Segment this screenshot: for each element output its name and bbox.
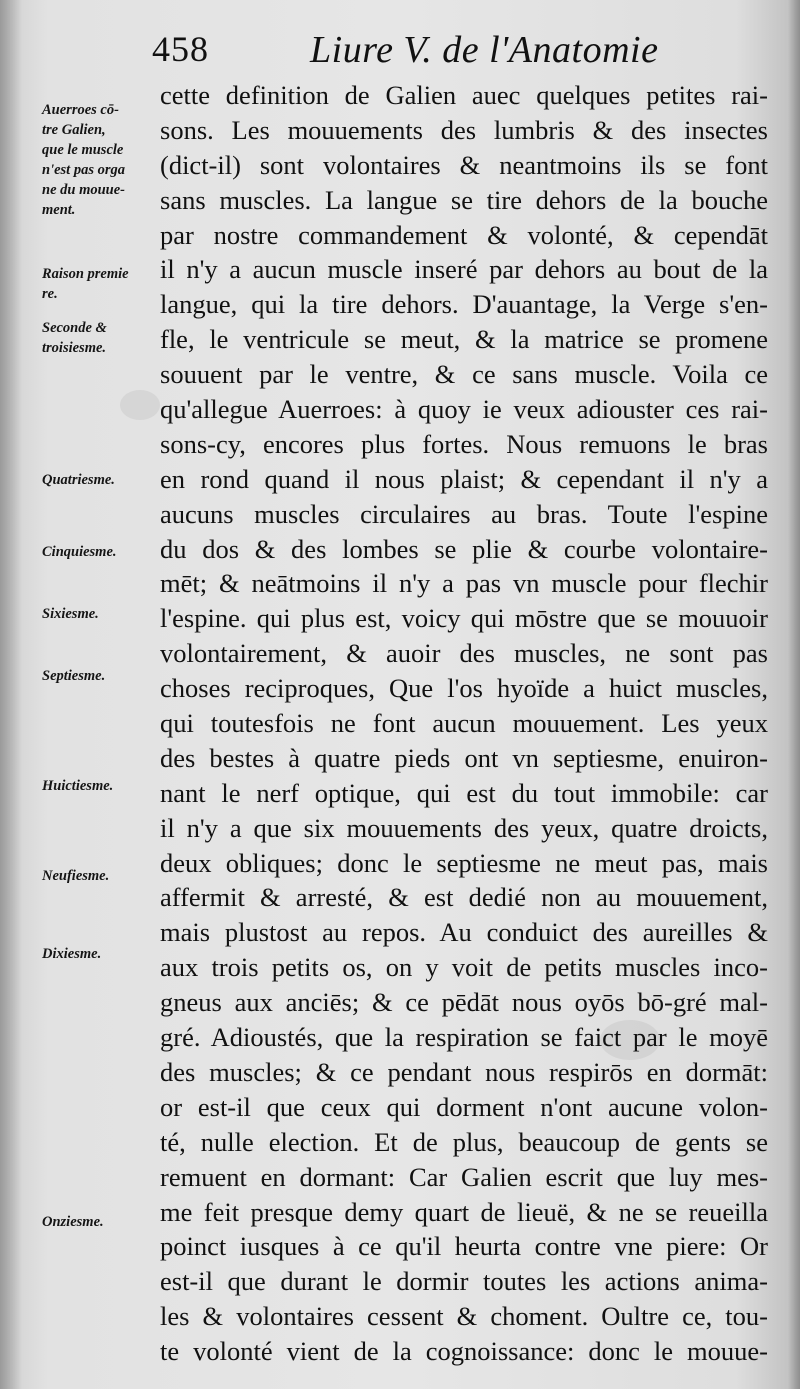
text-line: me feit presque demy quart de lieuë, & ne se reueilla: [160, 1196, 768, 1227]
text-line: des muscles; & ce pendant nous respirōs en dormāt:: [160, 1056, 768, 1087]
text-line: qu'allegue Auerroes: à quoy ie veux adiouster ces rai-: [160, 394, 768, 425]
margin-note-line: Dixiesme.: [42, 946, 102, 962]
margin-note-line: Auerroes cō-: [42, 102, 119, 118]
margin-note-line: re.: [42, 286, 58, 302]
text-line: cette definition de Galien auec quelques petites rai-: [160, 80, 768, 110]
margin-note-sixiesme: [42, 604, 160, 624]
margin-note-line: Cinquiesme.: [42, 544, 117, 560]
margin-note-line: Raison premie: [42, 266, 129, 282]
margin-note-line: Quatriesme.: [42, 472, 115, 488]
text-line: te volonté vient de la cognoissance: donc le mouue-: [160, 1336, 768, 1367]
text-line: or est-il que ceux qui dorment n'ont aucune volon-: [160, 1091, 768, 1122]
text-line: langue, qui la tire dehors. D'auantage, la Verge s'en-: [160, 289, 768, 320]
margin-note-septiesme: [42, 666, 160, 686]
text-line: gneus aux anciēs; & ce pēdāt nous oyōs bō-gré mal-: [160, 987, 768, 1018]
text-line: est-il que durant le dormir toutes les actions anima-: [160, 1266, 768, 1297]
page-number: 458: [152, 29, 209, 69]
margin-note-line: Neufiesme.: [42, 868, 110, 884]
text-line: qui toutesfois ne font aucun mouuement. Les yeux: [160, 708, 768, 739]
running-header: [152, 28, 792, 78]
margin-note-cinquiesme: [42, 542, 160, 562]
text-line: gré. Adioustés, que la respiration se faict par le moyē: [160, 1022, 768, 1053]
page-edge-shadow: [788, 0, 800, 1389]
text-line: remuent en dormant: Car Galien escrit que luy mes-: [160, 1161, 768, 1192]
text-line: sans muscles. La langue se tire dehors de la bouche: [160, 184, 768, 215]
text-line: poinct iusques à ce qu'il heurta contre vne piere: Or: [160, 1231, 768, 1262]
text-line: en rond quand il nous plaist; & cependant il n'y a: [160, 463, 768, 494]
text-line: té, nulle election. Et de plus, beaucoup de gents se: [160, 1126, 768, 1157]
text-line: mais plustost au repos. Au conduict des aureilles &: [160, 917, 768, 948]
text-line: il n'y a que six mouuements des yeux, quatre droicts,: [160, 812, 768, 843]
text-line: il n'y a aucun muscle inseré par dehors au bout de la: [160, 254, 768, 285]
margin-note-dixiesme: [42, 944, 160, 964]
text-line: par nostre commandement & volonté, & cependāt: [160, 219, 768, 250]
paper-stain: [120, 390, 160, 420]
body-text: [160, 78, 768, 1369]
text-line: souuent par le ventre, & ce sans muscle. Voila ce: [160, 359, 768, 390]
margin-note-line: Huictiesme.: [42, 778, 114, 794]
margin-note-neufiesme: [42, 866, 160, 886]
text-line: mēt; & neātmoins il n'y a pas vn muscle pour flechir: [160, 568, 768, 599]
margin-note-line: tre Galien,: [42, 122, 106, 138]
text-line: du dos & des lombes se plie & courbe volontaire-: [160, 533, 768, 564]
margin-note-line: Septiesme.: [42, 668, 106, 684]
text-line: sons-cy, encores plus fortes. Nous remuons le bras: [160, 428, 768, 459]
margin-note-line: Onziesme.: [42, 1214, 104, 1230]
text-line: les & volontaires cessent & choment. Oultre ce, tou-: [160, 1301, 768, 1332]
margin-note-quatriesme: [42, 470, 160, 490]
text-line: sons. Les mouuements des lumbris & des insectes: [160, 114, 768, 145]
text-line: (dict-il) sont volontaires & neantmoins ils se font: [160, 149, 768, 180]
margin-note-line: que le muscle: [42, 142, 124, 158]
margin-note-huictiesme: [42, 776, 160, 796]
margin-note-seconde: [42, 318, 160, 358]
text-line: choses reciproques, Que l'os hyoïde a huict muscles,: [160, 673, 768, 704]
text-line: nant le nerf optique, qui est du tout immobile: car: [160, 777, 768, 808]
margin-note-line: ne du mouue-: [42, 182, 125, 198]
margin-note-line: Seconde &: [42, 320, 107, 336]
gutter-shadow: [0, 0, 22, 1389]
text-line: fle, le ventricule se meut, & la matrice se promene: [160, 324, 768, 355]
margin-note-raison-premiere: [42, 264, 160, 304]
text-line: affermit & arresté, & est dedié non au mouuement,: [160, 882, 768, 913]
margin-note-auerroes: [42, 100, 160, 220]
text-line: l'espine. qui plus est, voicy qui mōstre que se mouuoir: [160, 603, 768, 634]
margin-note-line: n'est pas orga: [42, 162, 125, 178]
text-line: volontairement, & auoir des muscles, ne sont pas: [160, 638, 768, 669]
margin-note-line: Sixiesme.: [42, 606, 99, 622]
margin-note-onziesme: [42, 1212, 160, 1232]
margin-note-line: troisiesme.: [42, 340, 107, 356]
text-line: aucuns muscles circulaires au bras. Toute l'espine: [160, 498, 768, 529]
text-line: aux trois petits os, on y voit de petits muscles inco-: [160, 952, 768, 983]
text-line: des bestes à quatre pieds ont vn septiesme, enuiron-: [160, 742, 768, 773]
margin-note-line: ment.: [42, 202, 76, 218]
text-line: deux obliques; donc le septiesme ne meut pas, mais: [160, 847, 768, 878]
running-title: Liure V. de l'Anatomie: [310, 29, 659, 71]
